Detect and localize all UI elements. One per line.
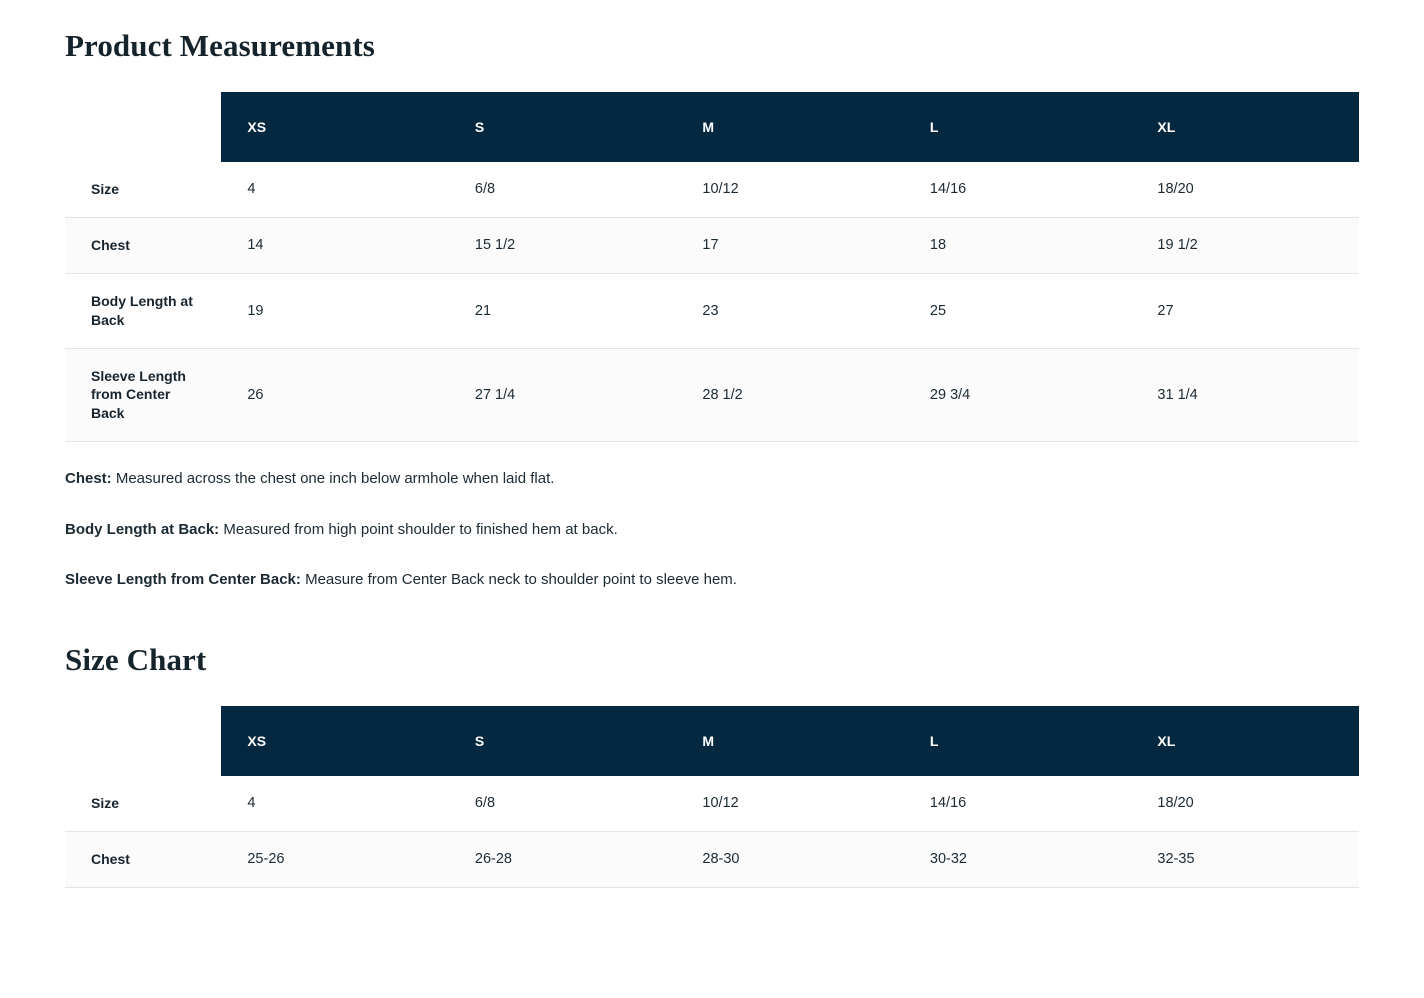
note-sleeve-length <box>65 569 1359 592</box>
size-chart-cell-chest-l: 30-32 <box>929 851 967 868</box>
cell-chest-xl: 19 1/2 <box>1157 237 1198 254</box>
size-chart-column-header-xs: XS <box>221 706 449 776</box>
size-chart-cell-size-m: 10/12 <box>702 795 739 812</box>
size-chart-column-header-m: M <box>676 706 904 776</box>
size-chart-header <box>65 706 1359 776</box>
table-row <box>65 217 1359 273</box>
row-label-chest: Chest <box>91 236 130 253</box>
cell-size-s: 6/8 <box>474 181 496 198</box>
cell-body-length-xl: 27 <box>1157 302 1174 319</box>
cell-chest-s: 15 1/2 <box>474 237 516 254</box>
size-chart-row-label-size: Size <box>91 794 120 811</box>
cell-size-l: 14/16 <box>929 181 967 198</box>
note-term-chest: Chest: <box>65 470 112 488</box>
note-text-body-length: Measured from high point shoulder to finished hem at back. <box>219 520 618 538</box>
size-chart-cell-size-xs: 4 <box>247 795 256 812</box>
size-chart-table <box>65 706 1359 888</box>
cell-sleeve-length-l: 29 3/4 <box>929 386 971 403</box>
row-label-body-length: Body Length at Back <box>91 292 193 328</box>
column-header-xl: XL <box>1131 92 1359 162</box>
note-body-length <box>65 519 1359 542</box>
table-header-row <box>65 92 1359 162</box>
row-label-size: Size <box>91 181 120 197</box>
table-body <box>65 162 1359 442</box>
cell-body-length-s: 21 <box>474 302 492 319</box>
table-corner-cell <box>65 92 221 162</box>
size-chart-cell-size-xl: 18/20 <box>1157 795 1194 812</box>
page-title: Product Measurements <box>65 28 375 63</box>
table-row <box>65 776 1359 831</box>
column-header-l: L <box>904 92 1132 162</box>
cell-size-xl: 18/20 <box>1157 181 1194 198</box>
measurement-notes <box>65 468 1359 592</box>
column-header-m: M <box>676 92 904 162</box>
size-chart-body <box>65 776 1359 887</box>
size-chart-cell-size-l: 14/16 <box>929 795 967 812</box>
cell-size-xs: 4 <box>247 181 256 198</box>
cell-sleeve-length-s: 27 1/4 <box>474 386 516 403</box>
note-text-sleeve-length: Measure from Center Back neck to shoulder point to sleeve hem. <box>300 571 737 589</box>
column-header-s: S <box>449 92 677 162</box>
size-chart-column-header-xl: XL <box>1131 706 1359 776</box>
cell-sleeve-length-xl: 31 1/4 <box>1157 386 1198 403</box>
size-chart-column-header-l: L <box>904 706 1132 776</box>
size-chart-row-label-chest: Chest <box>91 850 130 867</box>
cell-body-length-xs: 19 <box>247 302 264 319</box>
note-text-chest: Measured across the chest one inch below armhole when laid flat. <box>111 470 555 488</box>
size-chart-column-header-s: S <box>449 706 677 776</box>
cell-sleeve-length-xs: 26 <box>247 386 264 403</box>
table-row <box>65 162 1359 217</box>
table-row <box>65 831 1359 887</box>
note-term-body-length: Body Length at Back: <box>65 520 220 538</box>
bottom-spacer <box>65 888 1359 912</box>
size-chart-title: Size Chart <box>65 641 207 677</box>
table-row <box>65 348 1359 442</box>
cell-sleeve-length-m: 28 1/2 <box>702 386 743 403</box>
cell-body-length-m: 23 <box>702 302 719 319</box>
column-header-xs: XS <box>221 92 449 162</box>
size-chart-corner-cell <box>65 706 221 776</box>
table-header <box>65 92 1359 162</box>
note-term-sleeve-length: Sleeve Length from Center Back: <box>65 571 301 589</box>
cell-chest-m: 17 <box>702 237 719 254</box>
table-header-row <box>65 706 1359 776</box>
row-label-sleeve-length: Sleeve Length from Center Back <box>91 367 186 422</box>
size-chart-cell-chest-xl: 32-35 <box>1157 851 1195 868</box>
size-chart-cell-chest-m: 28-30 <box>702 851 740 868</box>
table-row <box>65 273 1359 348</box>
cell-size-m: 10/12 <box>702 181 739 198</box>
cell-body-length-l: 25 <box>929 302 947 319</box>
size-chart-cell-chest-s: 26-28 <box>474 851 512 868</box>
cell-chest-l: 18 <box>929 237 947 254</box>
size-chart-cell-size-s: 6/8 <box>474 795 496 812</box>
cell-chest-xs: 14 <box>247 237 264 254</box>
size-chart-cell-chest-xs: 25-26 <box>247 851 285 868</box>
product-measurements-table <box>65 92 1359 442</box>
note-chest <box>65 468 1359 491</box>
